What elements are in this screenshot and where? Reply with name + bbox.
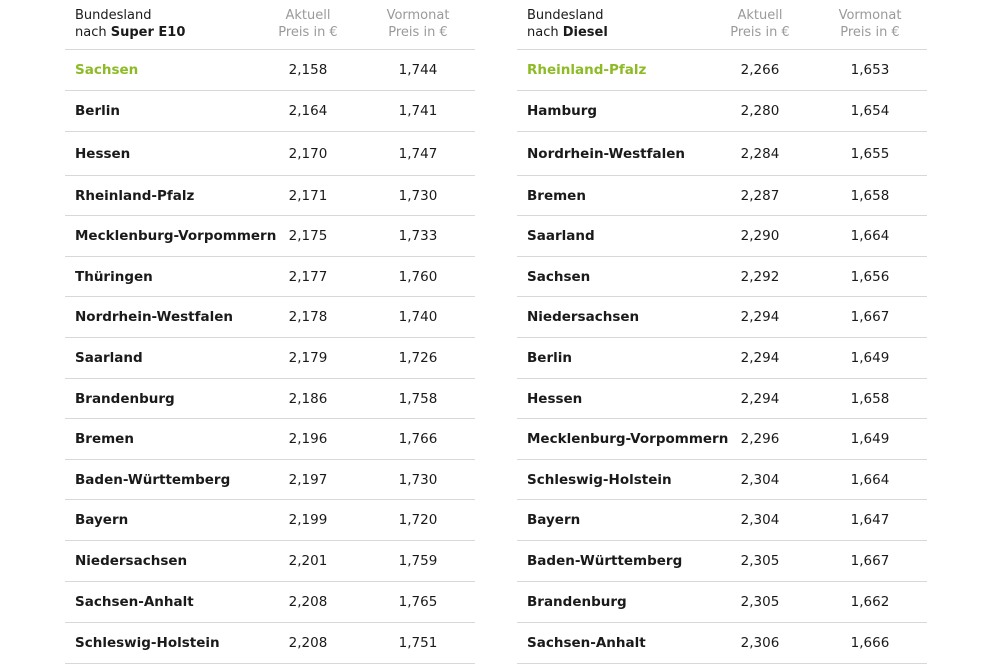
current-price: 2,290: [740, 228, 780, 244]
table-row: [65, 216, 475, 257]
state-name: Hessen: [75, 145, 131, 162]
previous-month-price: 1,662: [850, 594, 890, 610]
fuel-type-label: Diesel: [562, 25, 608, 40]
previous-month-price: 1,666: [850, 635, 890, 651]
previous-month-price: 1,664: [850, 471, 890, 488]
previous-month-price: 1,654: [850, 103, 890, 119]
previous-month-price: 1,730: [398, 187, 438, 204]
state-name: Brandenburg: [527, 594, 627, 610]
previous-month-price: 1,667: [850, 309, 890, 325]
previous-month-price: 1,765: [398, 594, 438, 610]
state-name: Bremen: [75, 431, 134, 447]
table-header: [517, 0, 927, 50]
state-column-header: [75, 7, 185, 41]
previous-month-price: 1,759: [398, 553, 438, 569]
current-price: 2,164: [288, 103, 328, 119]
current-price: 2,292: [740, 268, 780, 285]
table-row: [517, 176, 927, 216]
current-price: 2,199: [288, 512, 328, 528]
previous-month-price: 1,741: [398, 103, 438, 119]
current-price: 2,294: [740, 350, 780, 366]
table-row: [65, 297, 475, 338]
state-name: Thüringen: [75, 268, 153, 285]
current-header-line1: Aktuell: [737, 8, 783, 23]
state-name: Niedersachsen: [527, 309, 640, 325]
previous-month-price: 1,751: [398, 635, 438, 651]
previous-month-price: 1,649: [850, 431, 890, 447]
previous-month-price: 1,758: [398, 390, 438, 407]
state-name: Baden-Württemberg: [75, 471, 231, 488]
state-name: Rheinland-Pfalz: [75, 187, 195, 204]
state-header-prefix: nach: [527, 25, 559, 40]
table-header: [65, 0, 475, 50]
state-name: Baden-Württemberg: [527, 553, 683, 569]
state-name: Sachsen: [75, 62, 139, 78]
previous-month-price: 1,760: [398, 268, 438, 285]
table-row: [517, 419, 927, 460]
current-header-line2: Preis in €: [730, 25, 790, 40]
state-name: Nordrhein-Westfalen: [527, 145, 685, 162]
current-price: 2,304: [740, 471, 780, 488]
state-header-line2: [75, 24, 185, 41]
state-name: Brandenburg: [75, 390, 175, 407]
state-name: Hamburg: [527, 103, 598, 119]
table-row: [65, 50, 475, 91]
current-price: 2,178: [288, 309, 328, 325]
table-row: [517, 623, 927, 664]
table-row: [65, 379, 475, 419]
state-name: Schleswig-Holstein: [527, 471, 672, 488]
current-price: 2,158: [288, 62, 328, 78]
previous-month-price: 1,647: [850, 512, 890, 528]
current-price: 2,197: [288, 471, 328, 488]
table-body: [65, 50, 475, 664]
state-header-line1: Bundesland: [75, 8, 152, 23]
previous-month-column-header: [368, 7, 468, 41]
table-row: [65, 419, 475, 460]
table-row: [65, 541, 475, 582]
table-row: [65, 338, 475, 379]
previous-header-line1: Vormonat: [386, 8, 450, 23]
table-row: [65, 623, 475, 664]
table-row: [65, 500, 475, 541]
previous-month-price: 1,726: [398, 350, 438, 366]
table-row: [65, 582, 475, 623]
current-price: 2,296: [740, 431, 780, 447]
state-name: Saarland: [75, 350, 143, 366]
previous-month-price: 1,649: [850, 350, 890, 366]
state-name: Berlin: [75, 103, 120, 119]
state-name: Sachsen-Anhalt: [75, 594, 194, 610]
previous-month-price: 1,658: [850, 390, 890, 407]
state-name: Nordrhein-Westfalen: [75, 309, 233, 325]
current-price: 2,305: [740, 553, 780, 569]
table-row: [517, 460, 927, 500]
current-price: 2,177: [288, 268, 328, 285]
state-name: Bayern: [527, 512, 581, 528]
state-header-line2: [527, 24, 608, 41]
state-name: Sachsen: [527, 268, 591, 285]
state-name: Niedersachsen: [75, 553, 188, 569]
previous-month-price: 1,720: [398, 512, 438, 528]
previous-month-price: 1,744: [398, 62, 438, 78]
current-price: 2,306: [740, 635, 780, 651]
state-header-prefix: nach: [75, 25, 107, 40]
previous-month-price: 1,766: [398, 431, 438, 447]
previous-header-line1: Vormonat: [838, 8, 902, 23]
fuel-type-label: Super E10: [110, 25, 186, 40]
current-price-column-header: [710, 7, 810, 41]
previous-month-column-header: [820, 7, 920, 41]
previous-month-price: 1,655: [850, 145, 890, 162]
table-row: [517, 297, 927, 338]
table-row: [517, 338, 927, 379]
previous-month-price: 1,747: [398, 145, 438, 162]
current-price: 2,175: [288, 228, 328, 244]
current-price: 2,294: [740, 309, 780, 325]
previous-month-price: 1,656: [850, 268, 890, 285]
table-row: [65, 257, 475, 297]
previous-month-price: 1,658: [850, 187, 890, 204]
state-name: Bayern: [75, 512, 129, 528]
current-price: 2,305: [740, 594, 780, 610]
state-name: Saarland: [527, 228, 595, 244]
previous-header-line2: Preis in €: [388, 25, 448, 40]
previous-month-price: 1,740: [398, 309, 438, 325]
current-price: 2,201: [288, 553, 328, 569]
current-price: 2,208: [288, 635, 328, 651]
previous-month-price: 1,653: [850, 62, 890, 78]
table-row: [517, 132, 927, 176]
table-body: [517, 50, 927, 664]
current-price: 2,266: [740, 62, 780, 78]
super-e10-price-table: [65, 0, 475, 664]
current-price: 2,171: [288, 187, 328, 204]
state-name: Sachsen-Anhalt: [527, 635, 646, 651]
current-header-line1: Aktuell: [285, 8, 331, 23]
current-price: 2,179: [288, 350, 328, 366]
table-row: [517, 91, 927, 132]
current-price: 2,304: [740, 512, 780, 528]
previous-month-price: 1,730: [398, 471, 438, 488]
previous-header-line2: Preis in €: [840, 25, 900, 40]
current-price-column-header: [258, 7, 358, 41]
table-row: [65, 176, 475, 216]
current-price: 2,280: [740, 103, 780, 119]
current-price: 2,284: [740, 145, 780, 162]
current-price: 2,208: [288, 594, 328, 610]
table-row: [65, 91, 475, 132]
state-name: Rheinland-Pfalz: [527, 62, 647, 78]
table-row: [517, 500, 927, 541]
table-row: [517, 216, 927, 257]
table-row: [517, 257, 927, 297]
state-name: Mecklenburg-Vorpommern: [527, 431, 729, 447]
table-row: [517, 582, 927, 623]
state-name: Schleswig-Holstein: [75, 635, 220, 651]
state-name: Mecklenburg-Vorpommern: [75, 228, 277, 244]
previous-month-price: 1,664: [850, 228, 890, 244]
state-header-line1: Bundesland: [527, 8, 604, 23]
previous-month-price: 1,733: [398, 228, 438, 244]
previous-month-price: 1,667: [850, 553, 890, 569]
table-row: [65, 132, 475, 176]
table-row: [517, 50, 927, 91]
state-name: Bremen: [527, 187, 586, 204]
current-price: 2,287: [740, 187, 780, 204]
current-header-line2: Preis in €: [278, 25, 338, 40]
state-name: Hessen: [527, 390, 583, 407]
current-price: 2,196: [288, 431, 328, 447]
diesel-price-table: [517, 0, 927, 664]
current-price: 2,170: [288, 145, 328, 162]
table-row: [65, 460, 475, 500]
state-column-header: [527, 7, 608, 41]
table-row: [517, 541, 927, 582]
table-row: [517, 379, 927, 419]
state-name: Berlin: [527, 350, 572, 366]
current-price: 2,186: [288, 390, 328, 407]
current-price: 2,294: [740, 390, 780, 407]
